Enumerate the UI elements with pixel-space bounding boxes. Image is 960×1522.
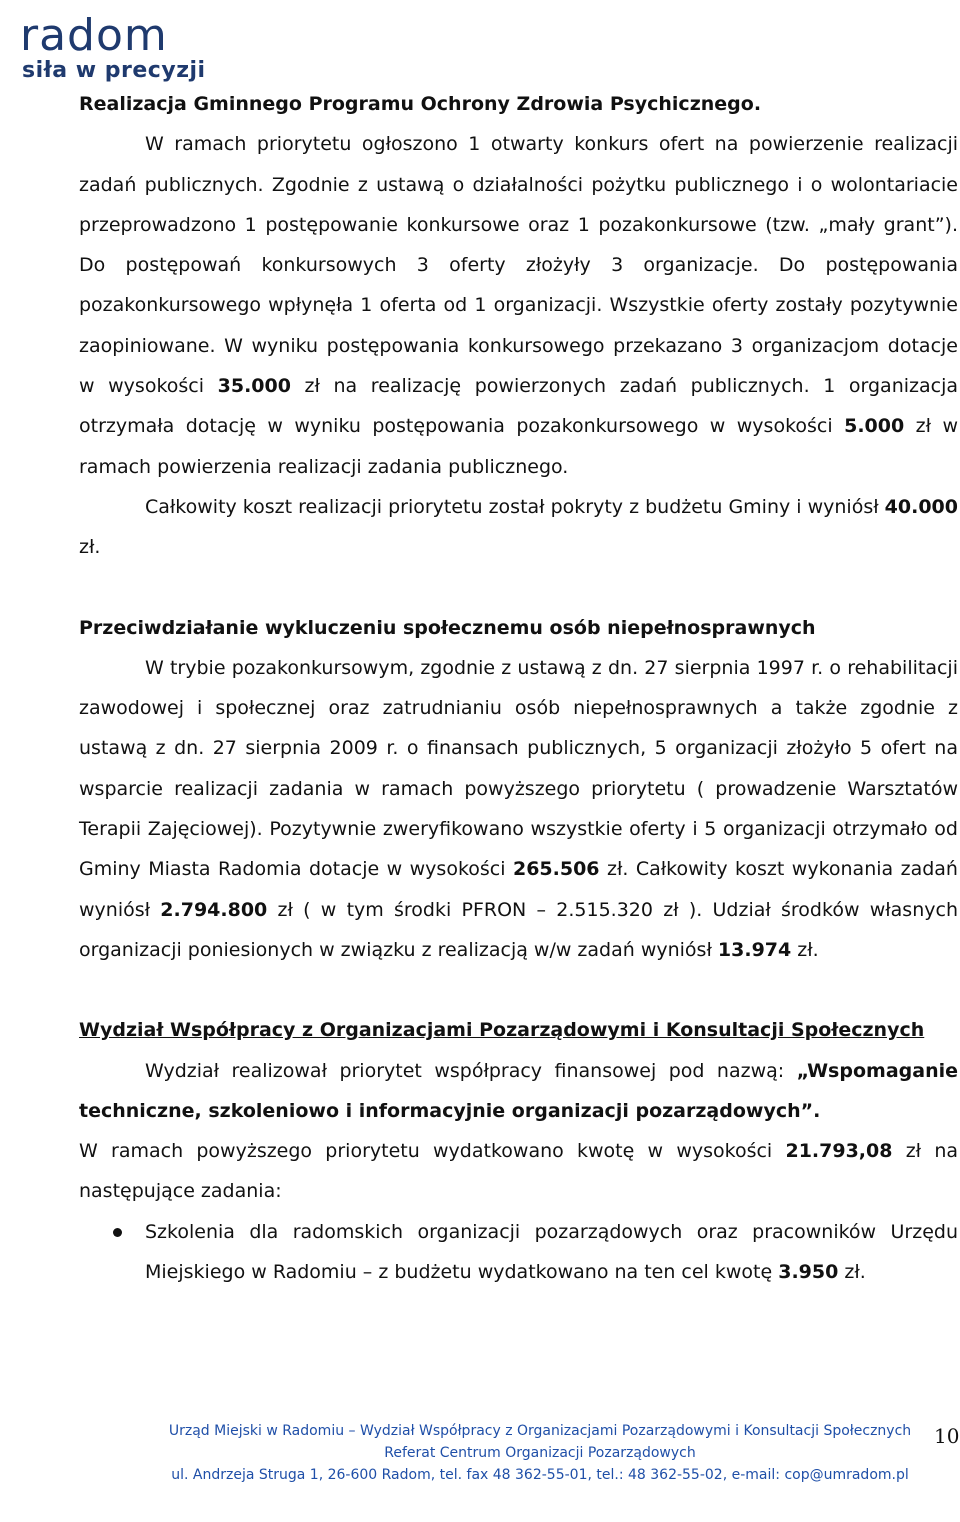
- logo-tagline: siła w precyzji: [22, 58, 206, 83]
- text: zł.: [791, 938, 819, 961]
- text: zł.: [79, 536, 101, 559]
- text: Wydział realizował priorytet współpracy finansowej pod nazwą:: [145, 1059, 797, 1082]
- page-number: 10: [934, 1424, 960, 1448]
- paragraph: [79, 124, 958, 487]
- amount: 2.794.800: [160, 898, 268, 921]
- text: . Całkowity koszt wykonania zadań wyniósł: [79, 858, 958, 921]
- footer-line-address: ul. Andrzeja Struga 1, 26-600 Radom, tel. fax 48 362-55-01, tel.: 48 362-55-02, e-mail: cop@umradom.pl: [171, 1467, 909, 1483]
- section-heading-disabled: Przeciwdziałanie wykluczeniu społecznemu osób niepełnosprawnych: [79, 616, 816, 639]
- priority-name: „Wspomaganie techniczne, szkoleniowo i informacyjnie organizacji pozarządowych”.: [79, 1059, 958, 1122]
- list-item: [79, 1212, 958, 1293]
- footer-line-referat: Referat Centrum Organizacji Pozarządowych: [384, 1445, 696, 1461]
- section-heading-mental-health: Realizacja Gminnego Programu Ochrony Zdrowia Psychicznego.: [79, 93, 762, 115]
- text: zł.: [838, 1261, 866, 1284]
- amount: 40.000: [884, 495, 958, 518]
- bullet-icon: [113, 1228, 122, 1237]
- paragraph: [79, 1051, 958, 1132]
- paragraph: [79, 487, 958, 568]
- paragraph: [79, 648, 958, 970]
- footer-line-office: Urząd Miejski w Radomiu – Wydział Współpracy z Organizacjami Pozarządowymi i Konsultacji Społecznych: [168, 1423, 912, 1439]
- amount: 13.974: [717, 938, 792, 961]
- logo: [20, 10, 220, 84]
- footer: [150, 1420, 930, 1486]
- amount: 21.793,08: [785, 1140, 893, 1163]
- text: zł na realizację powierzonych zadań publicznych. 1 organizacja otrzymała dotację w wyniku postępowania pozakonkursowego w wysokości: [79, 375, 958, 438]
- text: zł na następujące zadania:: [79, 1140, 959, 1203]
- text: W trybie pozakonkursowym, zgodnie z ustawą z dn. 27 sierpnia 1997 r. o rehabilitacji zawodowej i społecznej oraz zatrudnianiu osób niepełnosprawnych a także zgodnie z ustawą z dn. 27 sierpnia 2009 r. o finansach publicznych, 5 organizacji złożyło 5 ofert na wsparcie realizacji zadania w ramach powyższego priorytetu ( prowadzenie Warsztatów Terapii Zajęciowej). Pozytywnie zweryfikowano wszystkie oferty i 5 organizacji otrzymało od Gminy Miasta Radomia dotacje w wysokości: [79, 656, 958, 881]
- amount: 265.506: [512, 858, 600, 881]
- logo-wordmark: radom: [20, 10, 168, 61]
- text: zł ( w tym środki PFRON – 2.515.320 zł ). Udział środków własnych organizacji poniesionych w związku z realizacją w/w zadań wyniósł: [79, 898, 958, 961]
- text: Szkolenia dla radomskich organizacji pozarządowych oraz pracowników Urzędu Miejskiego w Radomiu – z budżetu wydatkowano na ten cel kwotę: [145, 1220, 958, 1284]
- document-body: [79, 84, 958, 1292]
- text: W ramach priorytetu ogłoszono 1 otwarty konkurs ofert na powierzenie realizacji zadań publicznych. Zgodnie z ustawą o działalności pożytku publicznego i o wolontariacie przeprowadzono 1 postępowanie konkursowe oraz 1 pozakonkursowe (tzw. „mały grant”). Do postępowań konkursowych 3 oferty złożyły 3 organizacje. Do postępowania pozakonkursowego wpłynęła 1 oferta od 1 organizacji. Wszystkie oferty zostały pozytywnie zaopiniowane. W wyniku postępowania konkursowego przekazano 3 organizacjom dotacje w wysokości: [79, 133, 958, 398]
- task-list: [79, 1212, 958, 1293]
- text: zł: [599, 858, 623, 881]
- text: zł w ramach powierzenia realizacji zadania publicznego.: [79, 415, 958, 478]
- text: W ramach powyższego priorytetu wydatkowano kwotę w wysokości: [79, 1140, 786, 1163]
- paragraph: [79, 1131, 958, 1212]
- amount: 35.000: [217, 375, 291, 398]
- text: Całkowity koszt realizacji priorytetu został pokryty z budżetu Gminy i wyniósł: [145, 495, 885, 518]
- amount: 3.950: [778, 1261, 839, 1284]
- amount: 5.000: [844, 415, 905, 438]
- section-heading-department: Wydział Współpracy z Organizacjami Pozarządowymi i Konsultacji Społecznych: [79, 1019, 925, 1042]
